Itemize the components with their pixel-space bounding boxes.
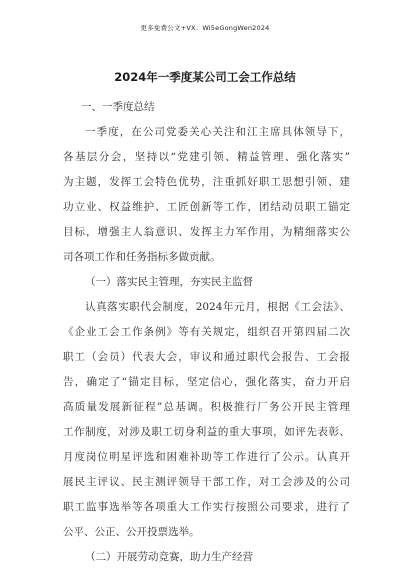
document-body [63,95,350,570]
body-line: 月度岗位明星评选和困难补助等工作进行了公示。认真开 [63,451,350,463]
body-line: 高质量发展新征程”总基调。积极推行厂务公开民主管理 [63,401,350,413]
body-line: 公平、公正、公开投票选举。 [63,526,200,538]
body-line: 一、一季度总结 [81,101,155,113]
body-line: 展民主评议、民主测评领导干部工作，对工会涉及的公司 [63,476,350,488]
body-line: （二）开展劳动竞赛，助力生产经营 [85,551,253,563]
body-line: 告，确定了“锚定目标，坚定信心，强化落实，奋力开启 [63,376,350,388]
body-line: 《企业工会工作条例》等有关规定，组织召开第四届二次 [63,326,350,338]
body-line: 目标，增强主人翁意识、发挥主力军作用，为精细落实公 [63,226,350,238]
body-line: 功立业、权益维护、工匠创新等工作，团结动员职工锚定 [63,201,350,213]
body-line: 为主题，发挥工会特色优势，注重抓好职工思想引领、建 [63,176,350,188]
body-line: 工作制度，对涉及职工切身利益的重大事项，如评先表彰、 [63,426,350,438]
body-line: 职工（会员）代表大会，审议和通过职代会报告、工会报 [63,351,350,363]
body-line: 司各项工作和任务指标多做贡献。 [63,251,221,263]
body-line: 认真落实职代会制度，2024年元月，根据《工会法》、 [85,301,350,313]
body-line: 职工监事选举等各项重大工作实行按照公司要求，进行了 [63,501,350,513]
document-title: 2024年一季度某公司工会工作总结 [114,70,296,84]
body-line: 一季度，在公司党委关心关注和江主席具体领导下， [85,126,350,138]
watermark-header: 更多免费公文+VX：Wi5eGongWen2024 [140,24,270,32]
body-line: （一）落实民主管理，夯实民主监督 [85,276,253,288]
body-line: 各基层分会，坚持以“党建引领、精益管理、强化落实” [63,151,350,163]
